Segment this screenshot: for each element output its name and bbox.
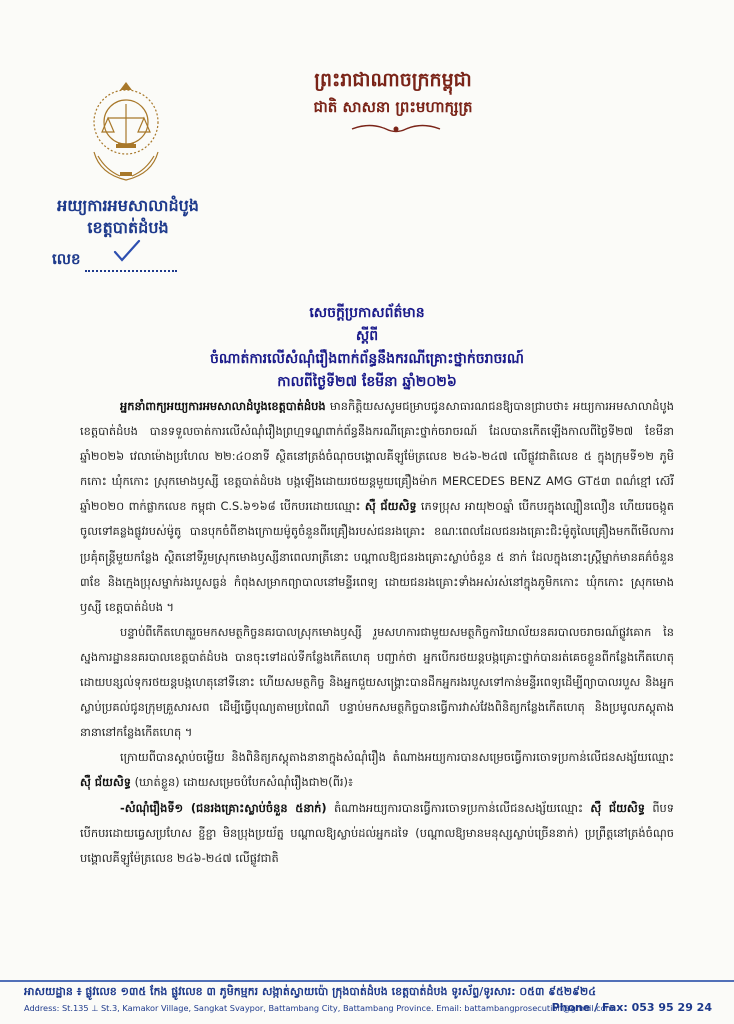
paragraph-4-name: ស៊ឺ ជ័យសិទ្ធ <box>590 800 645 815</box>
footer-address-khmer: អាសយដ្ឋាន ៖ ផ្លូវលេខ ១៣៥ កែង ផ្លូវលេខ ៣ ភូមិកម្មករ សង្កាត់ស្វាយប៉ោ ក្រុងបាត់ដំបង ខេត្តបាត់ដំបង ទូរស័ព្ទ/ទូរសារ: ០៥៣ ៩៥២៩២៤ <box>24 985 596 998</box>
paragraph-4-lead: -សំណុំរឿងទី១ (ជនរងគ្រោះស្លាប់ចំនួន ៥នាក់) <box>120 800 327 815</box>
paragraph-1-lead: អ្នកនាំពាក្យអយ្យការអមសាលាដំបូងខេត្តបាត់ដំបង <box>120 399 326 413</box>
title-line2: ស្តីពី <box>355 328 379 344</box>
title-line4: កាលពីថ្ងៃទី២៧ ខែមីនា ឆ្នាំ២០២៦ <box>277 374 457 390</box>
paragraph-4 <box>80 796 674 871</box>
office-name <box>28 195 228 239</box>
footer-phone: Phone / Fax: 053 95 29 24 <box>551 1001 712 1014</box>
ornament-divider-icon <box>350 122 442 136</box>
reference-label: លេខ <box>52 250 81 268</box>
title-block <box>150 302 584 394</box>
paragraph-1-name: ស៊ឺ ជ័យសិទ្ធ <box>364 499 417 514</box>
office-name-line2: ខេត្តបាត់ដំបង <box>87 218 169 237</box>
paragraph-2 <box>80 620 674 745</box>
paragraph-3-text: ក្រោយពីបានស្តាប់ចម្លើយ និងពិនិត្យភស្តុតាងនានាក្នុងសំណុំរឿង តំណាងអយ្យការបានសម្រេចធ្វើការចោទប្រកាន់លើជនសង្ស័យឈ្មោះ <box>120 750 674 765</box>
title-line3: ចំណាត់ការលើសំណុំរឿងពាក់ព័ន្ធនឹងករណីគ្រោះថ្នាក់ចរាចរណ៍ <box>210 351 524 367</box>
paragraph-4-text2: ពីបទ បើកបរដោយធ្វេសប្រហែស ខ្ជីខ្ជា មិនប្រុងប្រយ័ត្ន បណ្តាលឱ្យស្លាប់ដល់អ្នកដទៃ (បណ្តាលឱ្យមានមនុស្សស្លាប់ច្រើននាក់) ប្រព្រឹត្តនៅត្រង់ចំណុចបង្គោលគីឡូម៉ែត្រលេខ ២៤៦-២៤៧ លើផ្លូវជាតិ <box>80 800 675 865</box>
scales-of-justice-emblem-icon <box>80 82 172 190</box>
paragraph-3-text2: (ឃាត់ខ្លួន) ដោយសម្រេចបំបែកសំណុំរឿងជា២(ពីរ)៖ <box>130 775 353 790</box>
paragraph-3 <box>80 745 674 795</box>
paragraph-3-name: ស៊ឺ ជ័យសិទ្ធ <box>80 775 131 790</box>
paragraph-1-text: មានកិត្តិយសសូមជម្រាបជូនសាធារណជនឱ្យបានជ្រាបថា៖ អយ្យការអមសាលាដំបូងខេត្តបាត់ដំបង បានទទួលចាត់ការលើសំណុំរឿងព្រហ្មទណ្ឌពាក់ព័ន្ធនឹងករណីគ្រោះថ្នាក់ចរាចរណ៍ ដែលបានកើតឡើងកាលពីថ្ងៃទី២៧ ខែមីនា ឆ្នាំ២០២៦ វេលាម៉ោងប្រហែល ២២:៤០នាទី ស្ថិតនៅត្រង់ចំណុចបង្គោលគីឡូម៉ែត្រលេខ ២៤៦-២៤៧ លើផ្លូវជាតិលេខ ៥ ក្នុងក្រុមទី១២ ភូមិកកោះ ឃុំកកោះ ស្រុកមោងឫស្សី ខេត្តបាត់ដំបង បង្កឡើងដោយរថយន្តមួយគ្រឿងម៉ាក MERCEDES BENZ AMG GT៥៣ ពណ៌ខ្មៅ ស៊េរីឆ្នាំ២០២០ ពាក់ផ្លាកលេខ កម្ពុជា C.S.៦១៦៨ បើកបរដោយឈ្មោះ <box>80 399 674 514</box>
paragraph-2-text: បន្ទាប់ពីកើតហេតុរួចមកសមត្ថកិច្ចនគរបាលស្រុកមោងឫស្សី រួមសហការជាមួយសមត្ថកិច្ចការិយាល័យនគរបាលចរាចរណ៍ផ្លូវគោក នៃស្នងការដ្ឋាននគរបាលខេត្តបាត់ដំបង បានចុះទៅដល់ទីកន្លែងកើតហេតុ បញ្ជាក់ថា អ្នកបើករថយន្តបង្កគ្រោះថ្នាក់បានរត់គេចខ្លួនពីកន្លែងកើតហេតុ ដោយបន្សល់ទុករថយន្តបង្កហេតុនៅទីនោះ ហើយសមត្ថកិច្ច និងអ្នកជួយសង្គ្រោះបានដឹកអ្នករងរបួសទៅកាន់មន្ទីរពេទ្យដើម្បីព្យាបាលរបួស និងអ្នកស្លាប់ប្រគល់ជូនក្រុមគ្រួសារសព ដើម្បីធ្វើបុណ្យតាមប្រពៃណី បន្ទាប់មកសមត្ថកិច្ចបានធ្វើការវាស់វែងពិនិត្យកន្លែងកើតហេតុ និងប្រមូលភស្តុតាងនានានៅកន្លែងកើតហេតុ ។ <box>80 624 674 740</box>
kingdom-heading: ព្រះរាជាណាចក្រកម្ពុជា <box>314 69 472 91</box>
checkmark-icon <box>112 238 142 264</box>
paragraph-1 <box>80 394 674 620</box>
title-line1: សេចក្តីប្រកាសព័ត៌មាន <box>309 305 425 321</box>
footer-address-english: Address: St.135 ⊥ St.3, Kamakor Village, Sangkat Svaypor, Battambang City, Battambang Province. Email: battambangprosecution@gmail.com <box>24 1003 614 1013</box>
office-name-line1: អយ្យការអមសាលាដំបូង <box>57 196 199 215</box>
paragraph-1-text2: ភេទប្រុស អាយុ២០ឆ្នាំ បើកបរក្នុងល្បឿនលឿន ហើយរេចង្កូតចូលទៅគន្លងផ្លូវរបស់ម៉ូតូ បានបុកចំពីខាងក្រោយម៉ូតូចំនួនពីរគ្រឿងរបស់ជនរងគ្រោះ ខណៈពេលដែលជនរងគ្រោះជិះម៉ូតូលៃគ្រឿងមកពីមើលការប្រគុំតន្ត្រីមួយកន្លែង ស្ថិតនៅទីរួមស្រុកមោងឫស្សីនាពេលរាត្រីនោះ បណ្តាលឱ្យជនរងគ្រោះស្លាប់ចំនួន ៥ នាក់ ដែលក្នុងនោះស្ត្រីម្នាក់មានគភ៌ចំនួន ៣ខែ និងក្មេងប្រុសម្នាក់រងរបួសធ្ងន់ កំពុងសម្រាកព្យាបាលនៅមន្ទីរពេទ្យ ដោយជនរងគ្រោះទាំងអស់រស់នៅក្នុងភូមិកកោះ ឃុំកកោះ ស្រុកមោងឫស្សី ខេត្តបាត់ដំបង ។ <box>80 499 674 614</box>
body-text <box>80 394 674 871</box>
nation-motto: ជាតិ សាសនា ព្រះមហាក្សត្រ <box>313 98 473 116</box>
paragraph-4-text: តំណាងអយ្យការបានធ្វើការចោទប្រកាន់លើជនសង្ស័យឈ្មោះ <box>326 800 591 815</box>
